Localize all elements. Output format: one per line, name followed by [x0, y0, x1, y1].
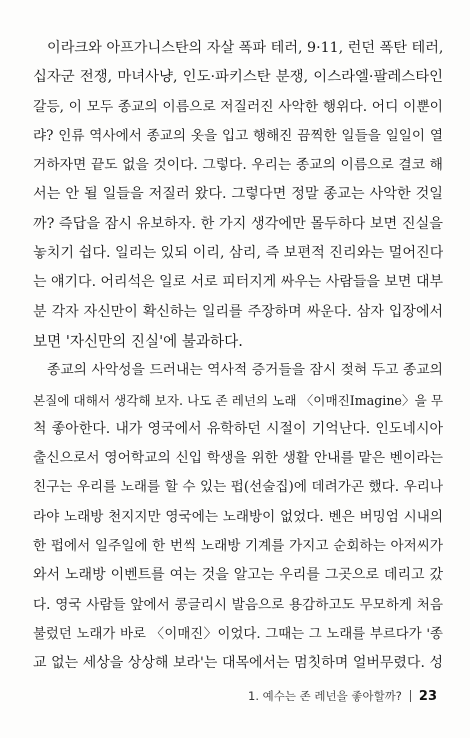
- text-line: 종교의 사악성을 드러내는 역사적 증거들을 잠시 젖혀 두고 종교의: [47, 362, 443, 379]
- text-line: 본질에 대해서 생각해 보자. 나도 존 레넌의 노래 〈이매진Imagine〉을 무: [33, 392, 443, 408]
- text-line: 라야 노래방 천지지만 영국에는 노래방이 없었다. 벤은 버밍엄 시내의: [33, 508, 443, 525]
- text-line: 출신으로서 영어학교의 신입 학생을 위한 생활 안내를 맡은 벤이라는: [33, 450, 443, 467]
- text-line: 척 좋아한다. 내가 영국에서 유학하던 시절이 기억난다. 인도네시아: [33, 420, 443, 437]
- page-number: 23: [418, 688, 437, 704]
- text-line: 불렀던 노래가 바로 〈이매진〉이었다. 그때는 그 노래를 부르다가 '종: [33, 626, 443, 642]
- text-line: 한 펍에서 일주일에 한 번씩 노래방 기계를 가지고 순회하는 아저씨가: [33, 538, 443, 555]
- text-line: 와서 노래방 이벤트를 여는 것을 알고는 우리를 그곳으로 데리고 갔: [33, 567, 443, 584]
- text-line: 거하자면 끝도 없을 것이다. 그렇다. 우리는 종교의 이름으로 결코 해: [33, 157, 443, 174]
- text-line: 십자군 전쟁, 마녀사냥, 인도·파키스탄 분쟁, 이스라엘·팔레스타인: [33, 69, 443, 86]
- text-line: 까? 즉답을 잠시 유보하자. 한 가지 생각에만 몰두하다 보면 진실을: [33, 215, 443, 232]
- text-line: 다. 영국 사람들 앞에서 콩글리시 발음으로 용감하고도 무모하게 처음: [33, 596, 443, 613]
- body-text: [33, 34, 443, 679]
- text-line: 분 각자 자신만이 확신하는 일리를 주장하며 싸운다. 삼자 입장에서: [33, 303, 443, 320]
- text-line: 서는 안 될 일들을 저질러 왔다. 그렇다면 정말 종교는 사악한 것일: [33, 186, 443, 203]
- page-footer: [248, 688, 437, 704]
- text-line: 친구는 우리를 노래를 할 수 있는 펍(선술집)에 데려가곤 했다. 우리나: [33, 479, 443, 496]
- chapter-title: 1. 예수는 존 레넌을 좋아할까?: [248, 689, 402, 703]
- text-line: 갈등, 이 모두 종교의 이름으로 저질러진 사악한 행위다. 어디 이뿐이: [33, 98, 443, 115]
- text-line: 랴? 인류 역사에서 종교의 옷을 입고 행해진 끔찍한 일들을 일일이 열: [33, 127, 443, 144]
- text-line: 보면 '자신만의 진실'에 불과하다.: [33, 332, 243, 350]
- text-line: 는 얘기다. 어리석은 일로 서로 피터지게 싸우는 사람들을 보면 대부: [33, 274, 443, 291]
- text-line: 이라크와 아프가니스탄의 자살 폭파 테러, 9·11, 런던 폭탄 테러,: [47, 40, 443, 56]
- text-line: 교 없는 세상을 상상해 보라'는 대목에서는 멈칫하며 얼버무렸다. 성: [33, 655, 443, 672]
- footer-divider: [410, 690, 411, 702]
- text-line: 놓치기 쉽다. 일리는 있되 이리, 삼리, 즉 보편적 진리와는 멀어진다: [33, 245, 443, 262]
